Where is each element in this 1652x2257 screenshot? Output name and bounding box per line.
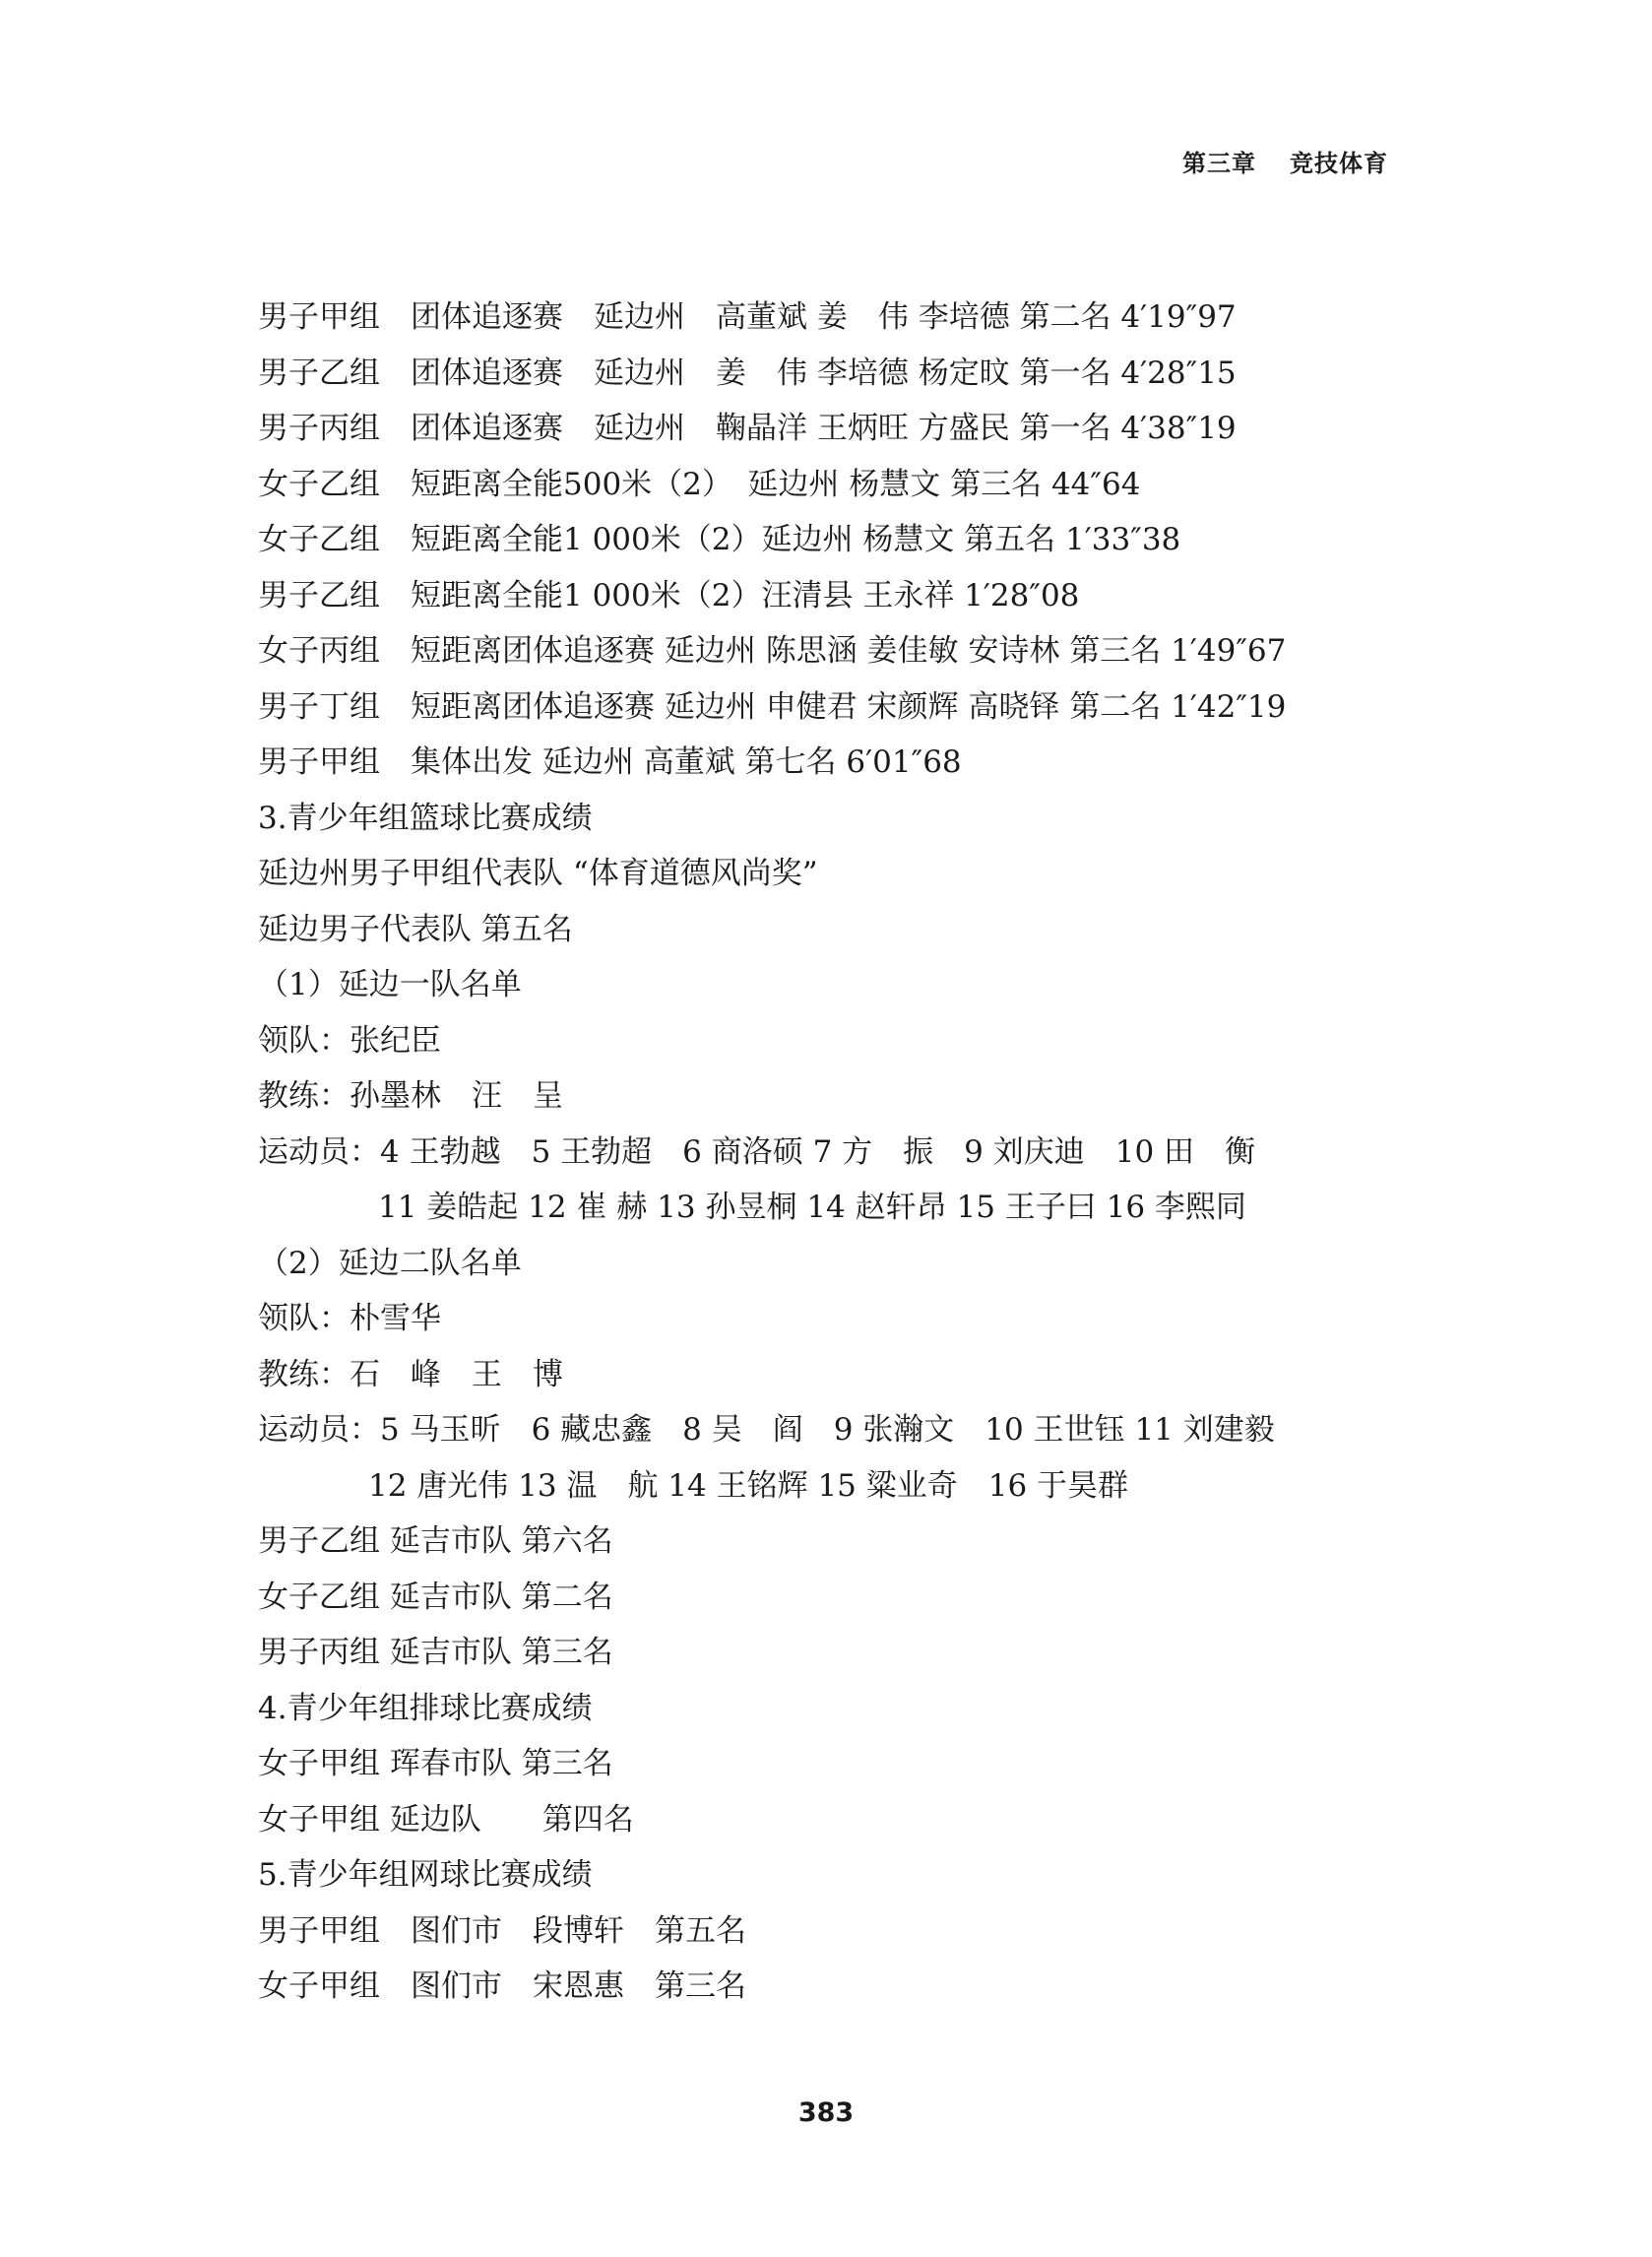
section-heading: 4.青少年组排球比赛成绩 (258, 1690, 593, 1726)
result-line: 女子甲组 图们市 宋恩惠 第三名 (258, 1968, 746, 2004)
team-leader-line: 领队：朴雪华 (258, 1301, 441, 1336)
page-body (258, 290, 1400, 2015)
team-leader-line: 领队：张纪臣 (258, 1022, 441, 1059)
result-line: 男子乙组 短距离全能1 000米（2）汪清县 王永祥 1′28″08 (258, 577, 1080, 613)
result-line: 男子甲组 集体出发 延边州 高董斌 第七名 6′01″68 (258, 744, 962, 780)
result-line: 男子丁组 短距离团体追逐赛 延边州 申健君 宋颜辉 高晓铎 第二名 1′42″19 (258, 688, 1287, 725)
result-line: 女子甲组 珲春市队 第三名 (258, 1746, 613, 1781)
roster-heading: （2）延边二队名单 (258, 1245, 522, 1281)
result-line: 男子丙组 团体追逐赛 延边州 鞠晶洋 王炳旺 方盛民 第一名 4′38″19 (258, 411, 1237, 446)
result-line: 女子乙组 延吉市队 第二名 (258, 1579, 613, 1615)
result-line: 女子丙组 短距离团体追逐赛 延边州 陈思涵 姜佳敏 安诗林 第三名 1′49″67 (258, 633, 1287, 669)
coach-line: 教练：孙墨林 汪 呈 (258, 1078, 563, 1114)
athletes-line-continued: 11 姜皓起 12 崔 赫 13 孙昱桐 14 赵轩昂 15 王子曰 16 李熙同 (378, 1190, 1246, 1225)
award-line: 延边州男子甲组代表队 “体育道德风尚奖” (258, 856, 818, 891)
athletes-line: 运动员：5 马玉昕 6 藏忠鑫 8 吴 阎 9 张瀚文 10 王世钰 11 刘建毅 (258, 1412, 1275, 1448)
running-header (1182, 144, 1388, 178)
result-line: 男子甲组 团体追逐赛 延边州 高董斌 姜 伟 李培德 第二名 4′19″97 (258, 299, 1237, 335)
coach-line: 教练：石 峰 王 博 (258, 1356, 563, 1392)
result-line: 女子甲组 延边队 第四名 (258, 1801, 634, 1838)
athletes-line-continued: 12 唐光伟 13 温 航 14 王铭辉 15 粱业奇 16 于昊群 (368, 1467, 1129, 1504)
result-line: 延边男子代表队 第五名 (258, 911, 573, 947)
result-line: 男子乙组 延吉市队 第六名 (258, 1523, 613, 1559)
result-line: 男子甲组 图们市 段博轩 第五名 (258, 1912, 746, 1949)
roster-heading: （1）延边一队名单 (258, 967, 522, 1002)
athletes-line: 运动员：4 王勃越 5 王勃超 6 商洛硕 7 方 振 9 刘庆迪 10 田 衡 (258, 1133, 1256, 1170)
section-heading: 5.青少年组网球比赛成绩 (258, 1857, 593, 1893)
result-line: 男子丙组 延吉市队 第三名 (258, 1635, 613, 1670)
result-line: 男子乙组 团体追逐赛 延边州 姜 伟 李培德 杨定旼 第一名 4′28″15 (258, 355, 1237, 391)
page-number: 383 (797, 2097, 855, 2128)
chapter-title: 竞技体育 (1290, 150, 1388, 177)
result-line: 女子乙组 短距离全能1 000米（2）延边州 杨慧文 第五名 1′33″38 (258, 522, 1181, 557)
chapter-label: 第三章 (1182, 150, 1256, 177)
section-heading: 3.青少年组篮球比赛成绩 (258, 800, 593, 836)
result-line: 女子乙组 短距离全能500米（2） 延边州 杨慧文 第三名 44″64 (258, 466, 1141, 502)
